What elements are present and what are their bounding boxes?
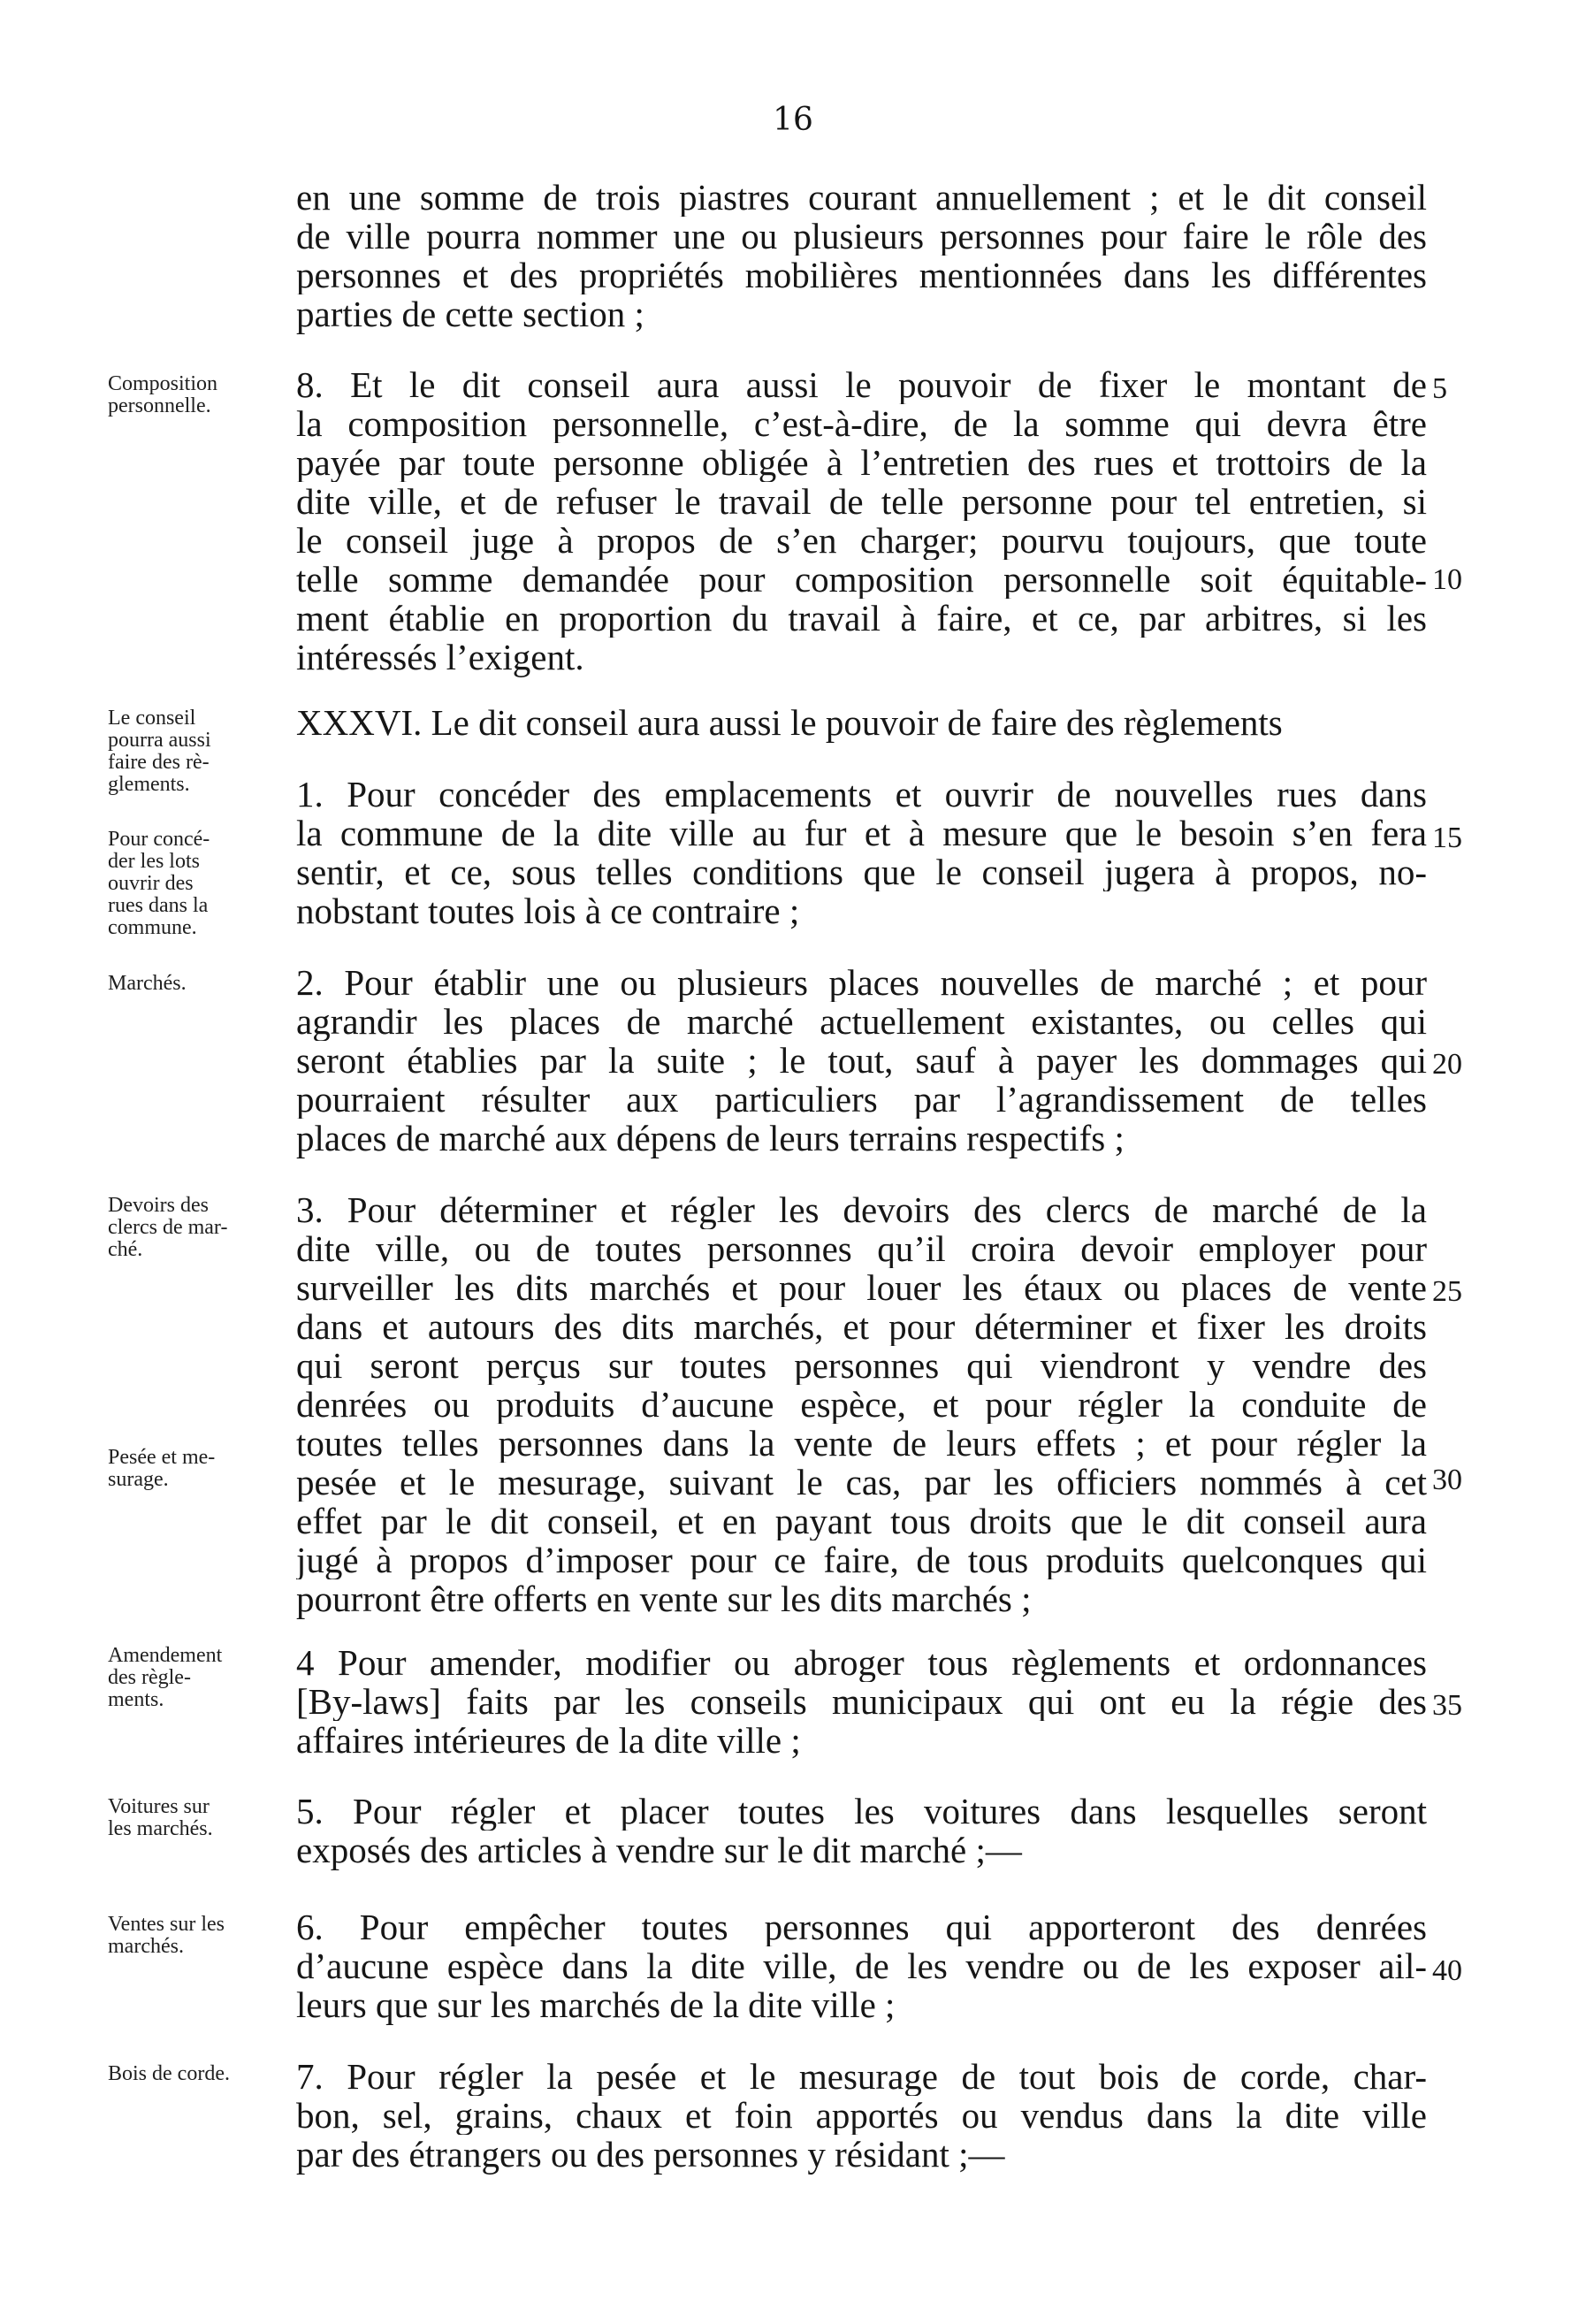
margin-note-line: Pour concé- — [108, 828, 210, 851]
text-line: intéressés l’exigent. — [296, 637, 584, 677]
margin-note — [108, 1645, 285, 1711]
text-line: telle somme demandée pour composition personnelle soit équitable- — [296, 560, 1427, 599]
margin-note — [108, 1195, 285, 1261]
text-line: agrandir les places de marché actuellement existantes, ou celles qui — [296, 1002, 1427, 1041]
text-line: exposés des articles à vendre sur le dit marché ;— — [296, 1830, 1022, 1870]
text-line: dite ville, ou de toutes personnes qu’il croira devoir employer pour — [296, 1229, 1427, 1268]
margin-note-line: surage. — [108, 1468, 169, 1491]
text-line: la composition personnelle, c’est-à-dire, de la somme qui devra être — [296, 404, 1427, 443]
text-line: surveiller les dits marchés et pour louer les étaux ou places de vente — [296, 1268, 1427, 1307]
line-number: 15 — [1432, 822, 1462, 854]
margin-note-line: les marchés. — [108, 1817, 213, 1840]
text-line: le conseil juge à propos de s’en charger; pourvu toujours, que toute — [296, 521, 1427, 560]
paragraph — [296, 1190, 1427, 1618]
paragraph — [296, 365, 1427, 677]
text-line: 1. Pour concéder des emplacements et ouvrir de nouvelles rues dans — [296, 775, 1427, 814]
margin-note-line: personnelle. — [108, 394, 211, 417]
paragraph — [296, 1792, 1427, 1869]
text-line: XXXVI. Le dit conseil aura aussi le pouvoir de faire des règlements — [296, 702, 1283, 743]
text-line: 3. Pour déterminer et régler les devoirs des clercs de marché de la — [296, 1190, 1427, 1229]
paragraph — [296, 703, 1427, 742]
text-line: bon, sel, grains, chaux et foin apportés ou vendus dans la dite ville — [296, 2096, 1427, 2135]
text-line: 2. Pour établir une ou plusieurs places nouvelles de marché ; et pour — [296, 963, 1427, 1002]
margin-note — [108, 2063, 285, 2085]
text-line: [By-laws] faits par les conseils municipaux qui ont eu la régie des — [296, 1682, 1427, 1721]
text-line: en une somme de trois piastres courant annuellement ; et le dit conseil — [296, 178, 1427, 217]
margin-note — [108, 373, 285, 417]
margin-note-line: clercs de mar- — [108, 1216, 228, 1239]
text-line: 7. Pour régler la pesée et le mesurage de tout bois de corde, char- — [296, 2057, 1427, 2096]
text-line: payée par toute personne obligée à l’entretien des rues et trottoirs de la — [296, 443, 1427, 482]
margin-note-line: marchés. — [108, 1935, 184, 1958]
text-line: ment établie en proportion du travail à faire, et ce, par arbitres, si les — [296, 599, 1427, 638]
text-line: sentir, et ce, sous telles conditions que le conseil jugera à propos, no- — [296, 852, 1427, 891]
margin-note-line: Devoirs des — [108, 1194, 209, 1217]
text-line: toutes telles personnes dans la vente de leurs effets ; et pour régler la — [296, 1424, 1427, 1463]
line-number: 10 — [1432, 563, 1462, 596]
text-line: 5. Pour régler et placer toutes les voitures dans lesquelles seront — [296, 1792, 1427, 1831]
margin-note-line: Ventes sur les — [108, 1913, 225, 1936]
text-line: places de marché aux dépens de leurs terrains respectifs ; — [296, 1118, 1125, 1158]
line-number: 35 — [1432, 1689, 1462, 1722]
margin-note-line: rues dans la — [108, 894, 209, 917]
line-number: 20 — [1432, 1048, 1462, 1081]
text-line: pourront être offerts en vente sur les dits marchés ; — [296, 1579, 1032, 1619]
text-line: jugé à propos d’imposer pour ce faire, de tous produits quelconques qui — [296, 1540, 1427, 1579]
paragraph — [296, 1643, 1427, 1760]
text-line: d’aucune espèce dans la dite ville, de les vendre ou de les exposer ail- — [296, 1946, 1427, 1985]
margin-note-line: der les lots — [108, 850, 200, 873]
text-line: dite ville, et de refuser le travail de telle personne pour tel entretien, si — [296, 482, 1427, 521]
text-line: 6. Pour empêcher toutes personnes qui apporteront des denrées — [296, 1907, 1427, 1946]
margin-note-line: Bois de corde. — [108, 2062, 230, 2085]
margin-note — [108, 1914, 285, 1958]
text-line: la commune de la dite ville au fur et à mesure que le besoin s’en fera — [296, 814, 1427, 852]
margin-note-line: commune. — [108, 916, 197, 939]
text-line: qui seront perçus sur toutes personnes qui viendront y vendre des — [296, 1346, 1427, 1385]
line-number: 25 — [1432, 1275, 1462, 1308]
margin-note — [108, 707, 285, 796]
text-line: pourraient résulter aux particuliers par l’agrandissement de telles — [296, 1080, 1427, 1119]
text-line: leurs que sur les marchés de la dite ville ; — [296, 1984, 896, 2025]
paragraph — [296, 963, 1427, 1158]
margin-note-line: ché. — [108, 1238, 143, 1261]
paragraph — [296, 178, 1427, 333]
text-line: dans et autours des dits marchés, et pour déterminer et fixer les droits — [296, 1307, 1427, 1346]
text-line: seront établies par la suite ; le tout, sauf à payer les dommages qui — [296, 1041, 1427, 1080]
line-number: 30 — [1432, 1464, 1462, 1496]
margin-note — [108, 1447, 285, 1491]
page-number: 16 — [773, 102, 813, 138]
margin-note-line: Composition — [108, 372, 218, 395]
margin-note-line: ouvrir des — [108, 872, 194, 895]
text-line: pesée et le mesurage, suivant le cas, par les officiers nommés à cet — [296, 1463, 1427, 1502]
margin-note-line: Voitures sur — [108, 1795, 210, 1818]
margin-note — [108, 829, 285, 939]
text-line: de ville pourra nommer une ou plusieurs personnes pour faire le rôle des — [296, 217, 1427, 256]
text-line: 4 Pour amender, modifier ou abroger tous règlements et ordonnances — [296, 1643, 1427, 1682]
paragraph — [296, 1907, 1427, 2024]
margin-note-line: faire des rè- — [108, 751, 210, 774]
margin-note-line: pourra aussi — [108, 729, 211, 752]
margin-note — [108, 1796, 285, 1840]
margin-note-line: ments. — [108, 1688, 164, 1711]
margin-note-line: Pesée et me- — [108, 1446, 216, 1469]
text-line: nobstant toutes lois à ce contraire ; — [296, 891, 800, 931]
paragraph — [296, 2057, 1427, 2174]
line-number: 40 — [1432, 1954, 1462, 1987]
text-line: par des étrangers ou des personnes y résidant ;— — [296, 2134, 1005, 2175]
text-line: effet par le dit conseil, et en payant tous droits que le dit conseil aura — [296, 1502, 1427, 1540]
line-number: 5 — [1432, 372, 1447, 405]
text-line: affaires intérieures de la dite ville ; — [296, 1720, 801, 1761]
text-line: denrées ou produits d’aucune espèce, et pour régler la conduite de — [296, 1385, 1427, 1424]
margin-note-line: Le conseil — [108, 707, 196, 730]
paragraph — [296, 775, 1427, 930]
margin-note-line: glements. — [108, 773, 190, 796]
margin-note-line: des règle- — [108, 1666, 191, 1689]
margin-note — [108, 973, 285, 995]
margin-note-line: Amendement — [108, 1644, 223, 1667]
text-line: parties de cette section ; — [296, 294, 644, 334]
margin-note-line: Marchés. — [108, 972, 187, 995]
text-line: 8. Et le dit conseil aura aussi le pouvoir de fixer le montant de — [296, 365, 1427, 404]
text-line: personnes et des propriétés mobilières mentionnées dans les différentes — [296, 256, 1427, 294]
